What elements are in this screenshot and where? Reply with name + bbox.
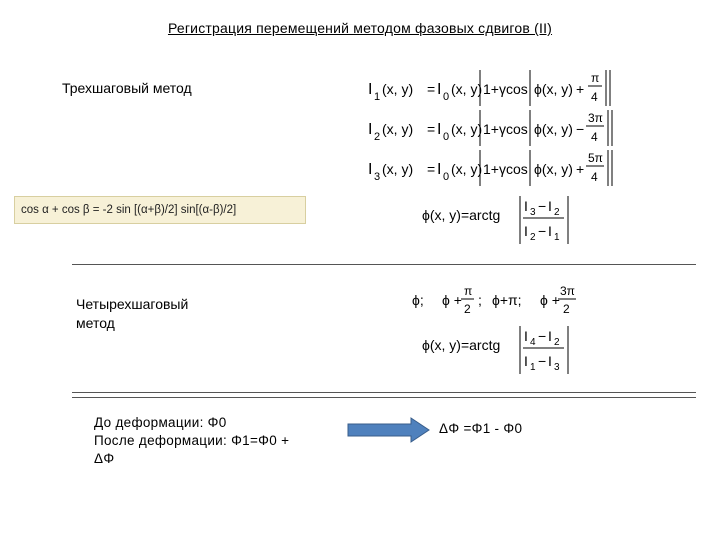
svg-text:ϕ(x, y)=arctg: ϕ(x, y)=arctg <box>422 207 501 223</box>
svg-text:(x, y): (x, y) <box>451 161 483 177</box>
svg-text:4: 4 <box>591 90 598 104</box>
svg-text:5π: 5π <box>588 151 603 165</box>
svg-text:1: 1 <box>554 232 560 243</box>
svg-text:4: 4 <box>591 130 598 144</box>
svg-text:−: − <box>576 121 585 137</box>
svg-text:I: I <box>548 198 552 214</box>
svg-text:I: I <box>368 121 373 138</box>
cosine-sum-identity: cos α + cos β = -2 sin [(α+β)/2] sin[(α-β)/2] <box>14 196 306 224</box>
svg-text:=: = <box>427 161 436 177</box>
svg-text:1: 1 <box>530 362 536 373</box>
svg-text:2: 2 <box>374 131 381 143</box>
svg-text:4: 4 <box>591 170 598 184</box>
three-step-label: Трехшаговый метод <box>62 80 192 96</box>
svg-text:4: 4 <box>530 337 536 348</box>
three-step-equations <box>350 60 620 200</box>
svg-text:I: I <box>524 353 528 369</box>
svg-text:−: − <box>538 328 547 344</box>
svg-text:=: = <box>427 121 436 137</box>
after-deformation: После деформации: Φ1=Φ0 + <box>94 433 290 448</box>
svg-text:ϕ+π;: ϕ+π; <box>492 292 522 308</box>
svg-text:3: 3 <box>530 207 536 218</box>
svg-text:1: 1 <box>374 91 381 103</box>
slide-title: Регистрация перемещений методом фазовых сдвигов (II) <box>167 20 553 36</box>
svg-text:2: 2 <box>530 232 536 243</box>
divider-3 <box>72 397 696 398</box>
svg-text:ϕ +: ϕ + <box>442 292 462 308</box>
svg-text:−: − <box>538 353 547 369</box>
delta-phi-formula: ΔΦ =Φ1 - Φ0 <box>439 421 523 436</box>
svg-text:1+γcos: 1+γcos <box>483 81 528 97</box>
four-step-phase-shifts <box>408 283 588 317</box>
svg-text:(x, y): (x, y) <box>382 81 414 97</box>
svg-text:+: + <box>576 81 585 97</box>
svg-text:I: I <box>437 161 442 178</box>
svg-text:ϕ(x, y): ϕ(x, y) <box>534 121 573 137</box>
svg-text:2: 2 <box>464 302 471 316</box>
svg-text:−: − <box>538 198 547 214</box>
svg-text:I: I <box>548 328 552 344</box>
deformation-text <box>94 414 289 468</box>
right-arrow-icon <box>347 417 431 443</box>
svg-text:+: + <box>576 161 585 177</box>
svg-text:2: 2 <box>554 207 560 218</box>
svg-text:0: 0 <box>443 171 450 183</box>
svg-text:I: I <box>437 81 442 98</box>
svg-text:(x, y): (x, y) <box>382 121 414 137</box>
svg-text:−: − <box>538 223 547 239</box>
svg-text:3π: 3π <box>560 284 575 298</box>
svg-text:I: I <box>368 161 373 178</box>
svg-text:I: I <box>368 81 373 98</box>
divider-2 <box>72 392 696 393</box>
three-step-arctg-equation <box>420 190 580 248</box>
svg-text:I: I <box>524 198 528 214</box>
svg-text:ϕ(x, y): ϕ(x, y) <box>534 81 573 97</box>
svg-text:3: 3 <box>554 362 560 373</box>
svg-text:π: π <box>464 284 473 298</box>
svg-text:0: 0 <box>443 91 450 103</box>
svg-text:ϕ;: ϕ; <box>412 292 424 308</box>
svg-text:I: I <box>524 223 528 239</box>
four-step-arctg-equation <box>420 320 580 378</box>
svg-text:0: 0 <box>443 131 450 143</box>
svg-text:(x, y): (x, y) <box>382 161 414 177</box>
svg-text:π: π <box>591 71 600 85</box>
svg-text:1+γcos: 1+γcos <box>483 121 528 137</box>
svg-text:3π: 3π <box>588 111 603 125</box>
svg-text:I: I <box>548 353 552 369</box>
svg-text:I: I <box>437 121 442 138</box>
equation-I1 <box>368 70 610 106</box>
svg-text:2: 2 <box>563 302 570 316</box>
svg-text:ϕ(x, y): ϕ(x, y) <box>534 161 573 177</box>
equation-I3 <box>368 150 612 186</box>
svg-text:2: 2 <box>554 337 560 348</box>
svg-text:ϕ +: ϕ + <box>540 292 560 308</box>
svg-text:I: I <box>524 328 528 344</box>
svg-text:(x, y): (x, y) <box>451 81 483 97</box>
svg-text:(x, y): (x, y) <box>451 121 483 137</box>
svg-text:;: ; <box>478 292 482 308</box>
equation-I2 <box>368 110 612 146</box>
svg-text:I: I <box>548 223 552 239</box>
svg-text:=: = <box>427 81 436 97</box>
svg-text:1+γcos: 1+γcos <box>483 161 528 177</box>
svg-text:ϕ(x, y)=arctg: ϕ(x, y)=arctg <box>422 337 501 353</box>
divider-1 <box>72 264 696 265</box>
four-step-label: Четырехшаговый метод <box>76 296 189 331</box>
after-deformation-cont: ΔΦ <box>94 451 115 466</box>
before-deformation: До деформации: Φ0 <box>94 415 227 430</box>
svg-text:3: 3 <box>374 171 381 183</box>
